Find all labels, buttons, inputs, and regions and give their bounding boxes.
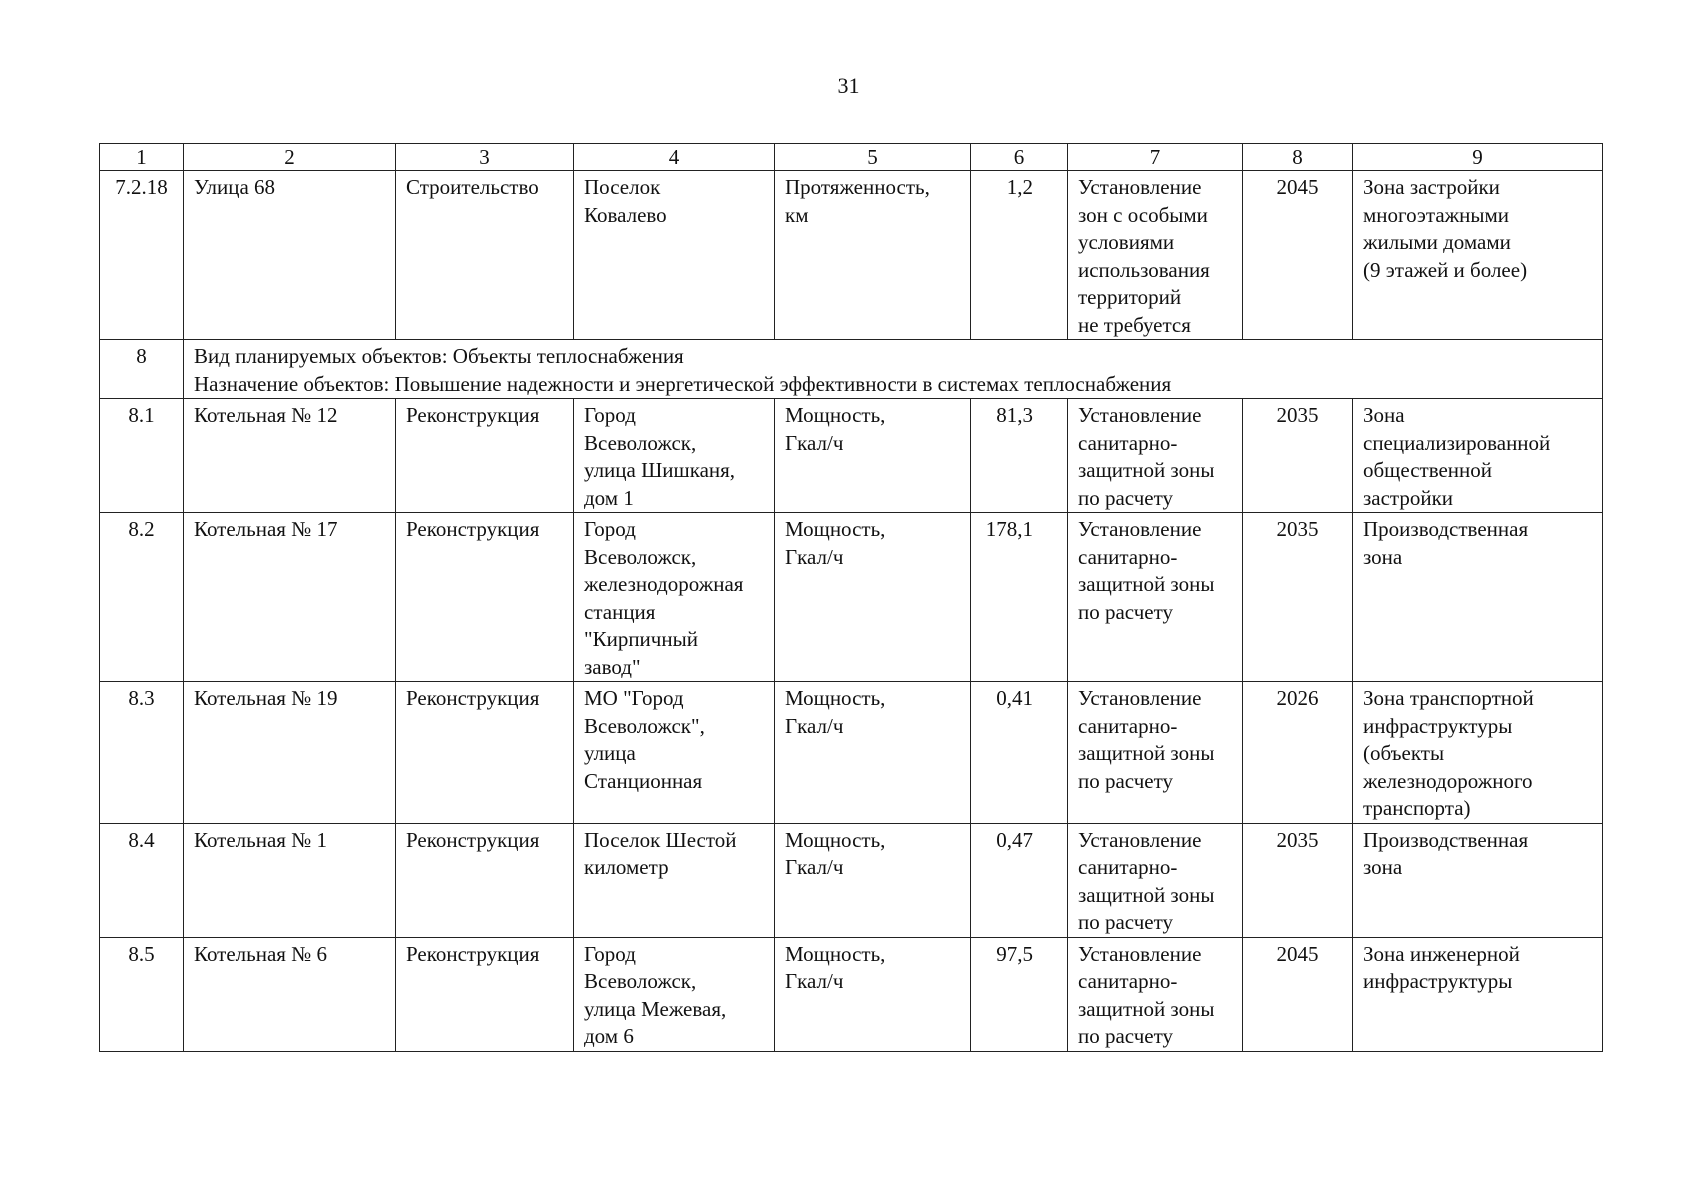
section-description-cell xyxy=(184,340,1603,399)
section-object-purpose: Назначение объектов: Повышение надежности и энергетической эффективности в системах теплоснабжения xyxy=(194,371,1172,396)
restricted-zones-cell-line: зон с особыми xyxy=(1078,202,1208,227)
restricted-zones-cell xyxy=(1068,823,1243,937)
characteristic-cell-line: км xyxy=(785,202,809,227)
action-type-cell-line: Реконструкция xyxy=(406,517,540,541)
functional-zone-cell-line: Зона застройки xyxy=(1363,175,1500,199)
table-row xyxy=(100,823,1603,937)
location-cell xyxy=(574,171,775,340)
characteristic-cell-line: Гкал/ч xyxy=(785,969,844,993)
action-type-cell xyxy=(396,682,574,824)
characteristic-cell-line: Мощность, xyxy=(785,517,886,541)
object-name-cell xyxy=(184,823,396,937)
action-type-cell-line: Реконструкция xyxy=(406,403,540,427)
functional-zone-cell-line: Зона инженерной xyxy=(1363,941,1520,966)
functional-zone-cell-line: зона xyxy=(1363,855,1403,879)
column-number: 2 xyxy=(184,144,396,171)
year-cell: 2035 xyxy=(1243,823,1353,937)
section-row xyxy=(100,340,1603,399)
location-cell-line: Станционная xyxy=(584,768,703,793)
restricted-zones-cell-line: Установление xyxy=(1078,517,1202,541)
restricted-zones-cell-line: защитной зоны xyxy=(1078,882,1215,907)
restricted-zones-cell-line: Установление xyxy=(1078,827,1202,852)
functional-zone-cell-line: многоэтажными xyxy=(1363,202,1510,227)
restricted-zones-cell-line: условиями xyxy=(1078,230,1175,254)
planned-objects-table xyxy=(99,143,1603,1052)
table-row xyxy=(100,513,1603,682)
characteristic-cell xyxy=(775,399,971,513)
restricted-zones-cell-line: Установление xyxy=(1078,941,1202,966)
restricted-zones-cell-line: санитарно- xyxy=(1078,544,1178,569)
restricted-zones-cell-line: территорий xyxy=(1078,285,1182,309)
functional-zone-cell-line: жилыми домами xyxy=(1363,230,1511,254)
restricted-zones-cell-line: по расчету xyxy=(1078,910,1173,934)
functional-zone-cell-line: инфраструктуры xyxy=(1363,713,1513,738)
restricted-zones-cell-line: Установление xyxy=(1078,686,1202,710)
functional-zone-cell-line: Зона транспортной xyxy=(1363,686,1534,710)
action-type-cell-line: Строительство xyxy=(406,175,539,199)
restricted-zones-cell-line: по расчету xyxy=(1078,485,1173,510)
characteristic-cell xyxy=(775,513,971,682)
row-number-cell: 8.3 xyxy=(100,682,184,824)
restricted-zones-cell xyxy=(1068,513,1243,682)
restricted-zones-cell-line: защитной зоны xyxy=(1078,458,1215,482)
characteristic-cell-line: Мощность, xyxy=(785,403,886,427)
column-number: 1 xyxy=(100,144,184,171)
location-cell-line: Город xyxy=(584,517,636,541)
value-cell: 0,47 xyxy=(971,823,1068,937)
action-type-cell xyxy=(396,937,574,1051)
restricted-zones-cell-line: санитарно- xyxy=(1078,855,1178,879)
characteristic-cell-line: Мощность, xyxy=(785,941,886,966)
table-row xyxy=(100,682,1603,824)
action-type-cell-line: Реконструкция xyxy=(406,686,540,710)
object-name-cell-line: Котельная № 6 xyxy=(194,941,327,966)
location-cell xyxy=(574,682,775,824)
characteristic-cell-line: Гкал/ч xyxy=(785,430,844,455)
characteristic-cell-line: Гкал/ч xyxy=(785,544,844,569)
location-cell-line: МО "Город xyxy=(584,686,684,710)
functional-zone-cell-line: застройки xyxy=(1363,485,1454,510)
location-cell xyxy=(574,937,775,1051)
location-cell xyxy=(574,823,775,937)
location-cell-line: Поселок Шестой xyxy=(584,827,737,852)
table-row xyxy=(100,937,1603,1051)
characteristic-cell-line: Мощность, xyxy=(785,686,886,710)
restricted-zones-cell-line: Установление xyxy=(1078,403,1202,427)
table-row xyxy=(100,399,1603,513)
value-cell: 81,3 xyxy=(971,399,1068,513)
restricted-zones-cell-line: защитной зоны xyxy=(1078,572,1215,596)
restricted-zones-cell-line: использования xyxy=(1078,257,1210,282)
restricted-zones-cell xyxy=(1068,171,1243,340)
restricted-zones-cell-line: Установление xyxy=(1078,175,1202,199)
restricted-zones-cell-line: санитарно- xyxy=(1078,969,1178,993)
action-type-cell-line: Реконструкция xyxy=(406,827,540,852)
object-name-cell xyxy=(184,682,396,824)
value-cell: 178,1 xyxy=(971,513,1068,682)
year-cell: 2035 xyxy=(1243,399,1353,513)
column-number-row xyxy=(100,144,1603,171)
location-cell-line: улица Межевая, xyxy=(584,996,727,1021)
row-number-cell: 8.2 xyxy=(100,513,184,682)
object-name-cell-line: Улица 68 xyxy=(194,175,276,199)
object-name-cell-line: Котельная № 1 xyxy=(194,827,327,852)
action-type-cell xyxy=(396,823,574,937)
row-number-cell: 8.1 xyxy=(100,399,184,513)
restricted-zones-cell-line: по расчету xyxy=(1078,768,1173,793)
location-cell-line: улица Шишканя, xyxy=(584,458,736,482)
functional-zone-cell xyxy=(1353,513,1603,682)
functional-zone-cell-line: Производственная xyxy=(1363,827,1529,852)
characteristic-cell-line: Протяженность, xyxy=(785,175,930,199)
value-cell: 97,5 xyxy=(971,937,1068,1051)
page-number: 31 xyxy=(837,73,860,98)
location-cell-line: завод" xyxy=(584,654,641,679)
functional-zone-cell-line: общественной xyxy=(1363,458,1493,482)
location-cell-line: улица xyxy=(584,741,636,765)
column-number: 9 xyxy=(1353,144,1603,171)
column-number: 8 xyxy=(1243,144,1353,171)
restricted-zones-cell-line: по расчету xyxy=(1078,599,1173,624)
location-cell-line: Город xyxy=(584,403,636,427)
location-cell-line: Ковалево xyxy=(584,202,667,227)
restricted-zones-cell xyxy=(1068,937,1243,1051)
characteristic-cell-line: Мощность, xyxy=(785,827,886,852)
value-cell: 1,2 xyxy=(971,171,1068,340)
characteristic-cell xyxy=(775,171,971,340)
object-name-cell-line: Котельная № 12 xyxy=(194,403,338,427)
functional-zone-cell-line: Зона xyxy=(1363,403,1405,427)
location-cell-line: дом 6 xyxy=(584,1024,634,1048)
restricted-zones-cell-line: санитарно- xyxy=(1078,713,1178,738)
location-cell-line: Всеволожск", xyxy=(584,713,705,738)
object-name-cell xyxy=(184,399,396,513)
restricted-zones-cell-line: не требуется xyxy=(1078,312,1191,337)
characteristic-cell xyxy=(775,682,971,824)
row-number-cell: 8.4 xyxy=(100,823,184,937)
characteristic-cell xyxy=(775,937,971,1051)
section-number-cell: 8 xyxy=(100,340,184,399)
action-type-cell xyxy=(396,171,574,340)
restricted-zones-cell xyxy=(1068,682,1243,824)
functional-zone-cell xyxy=(1353,399,1603,513)
value-cell: 0,41 xyxy=(971,682,1068,824)
location-cell-line: дом 1 xyxy=(584,485,634,510)
column-number: 4 xyxy=(574,144,775,171)
location-cell-line: станция xyxy=(584,599,656,624)
functional-zone-cell-line: специализированной xyxy=(1363,430,1551,455)
section-object-type: Вид планируемых объектов: Объекты теплоснабжения xyxy=(194,344,684,368)
object-name-cell xyxy=(184,937,396,1051)
functional-zone-cell-line: Производственная xyxy=(1363,517,1529,541)
object-name-cell-line: Котельная № 19 xyxy=(194,686,338,710)
restricted-zones-cell-line: по расчету xyxy=(1078,1024,1173,1048)
functional-zone-cell-line: транспорта) xyxy=(1363,796,1471,820)
location-cell-line: километр xyxy=(584,855,669,879)
restricted-zones-cell-line: санитарно- xyxy=(1078,430,1178,455)
column-number: 7 xyxy=(1068,144,1243,171)
object-name-cell xyxy=(184,513,396,682)
location-cell-line: "Кирпичный xyxy=(584,627,698,651)
column-number: 3 xyxy=(396,144,574,171)
action-type-cell-line: Реконструкция xyxy=(406,941,540,966)
table-row xyxy=(100,171,1603,340)
location-cell-line: Поселок xyxy=(584,175,661,199)
action-type-cell xyxy=(396,399,574,513)
characteristic-cell-line: Гкал/ч xyxy=(785,713,844,738)
year-cell: 2026 xyxy=(1243,682,1353,824)
location-cell-line: Всеволожск, xyxy=(584,544,697,569)
location-cell-line: Всеволожск, xyxy=(584,430,697,455)
functional-zone-cell-line: (объекты xyxy=(1363,741,1445,765)
action-type-cell xyxy=(396,513,574,682)
location-cell xyxy=(574,513,775,682)
characteristic-cell xyxy=(775,823,971,937)
functional-zone-cell xyxy=(1353,171,1603,340)
functional-zone-cell-line: (9 этажей и более) xyxy=(1363,257,1528,282)
functional-zone-cell xyxy=(1353,823,1603,937)
restricted-zones-cell-line: защитной зоны xyxy=(1078,996,1215,1021)
location-cell-line: Всеволожск, xyxy=(584,969,697,993)
object-name-cell xyxy=(184,171,396,340)
functional-zone-cell-line: инфраструктуры xyxy=(1363,969,1513,993)
row-number-cell: 8.5 xyxy=(100,937,184,1051)
functional-zone-cell xyxy=(1353,937,1603,1051)
column-number: 5 xyxy=(775,144,971,171)
location-cell xyxy=(574,399,775,513)
restricted-zones-cell xyxy=(1068,399,1243,513)
restricted-zones-cell-line: защитной зоны xyxy=(1078,741,1215,765)
functional-zone-cell xyxy=(1353,682,1603,824)
location-cell-line: железнодорожная xyxy=(584,572,744,596)
year-cell: 2035 xyxy=(1243,513,1353,682)
column-number: 6 xyxy=(971,144,1068,171)
year-cell: 2045 xyxy=(1243,937,1353,1051)
location-cell-line: Город xyxy=(584,941,636,966)
characteristic-cell-line: Гкал/ч xyxy=(785,855,844,879)
functional-zone-cell-line: зона xyxy=(1363,544,1403,569)
functional-zone-cell-line: железнодорожного xyxy=(1363,768,1533,793)
object-name-cell-line: Котельная № 17 xyxy=(194,517,338,541)
year-cell: 2045 xyxy=(1243,171,1353,340)
row-number-cell: 7.2.18 xyxy=(100,171,184,340)
